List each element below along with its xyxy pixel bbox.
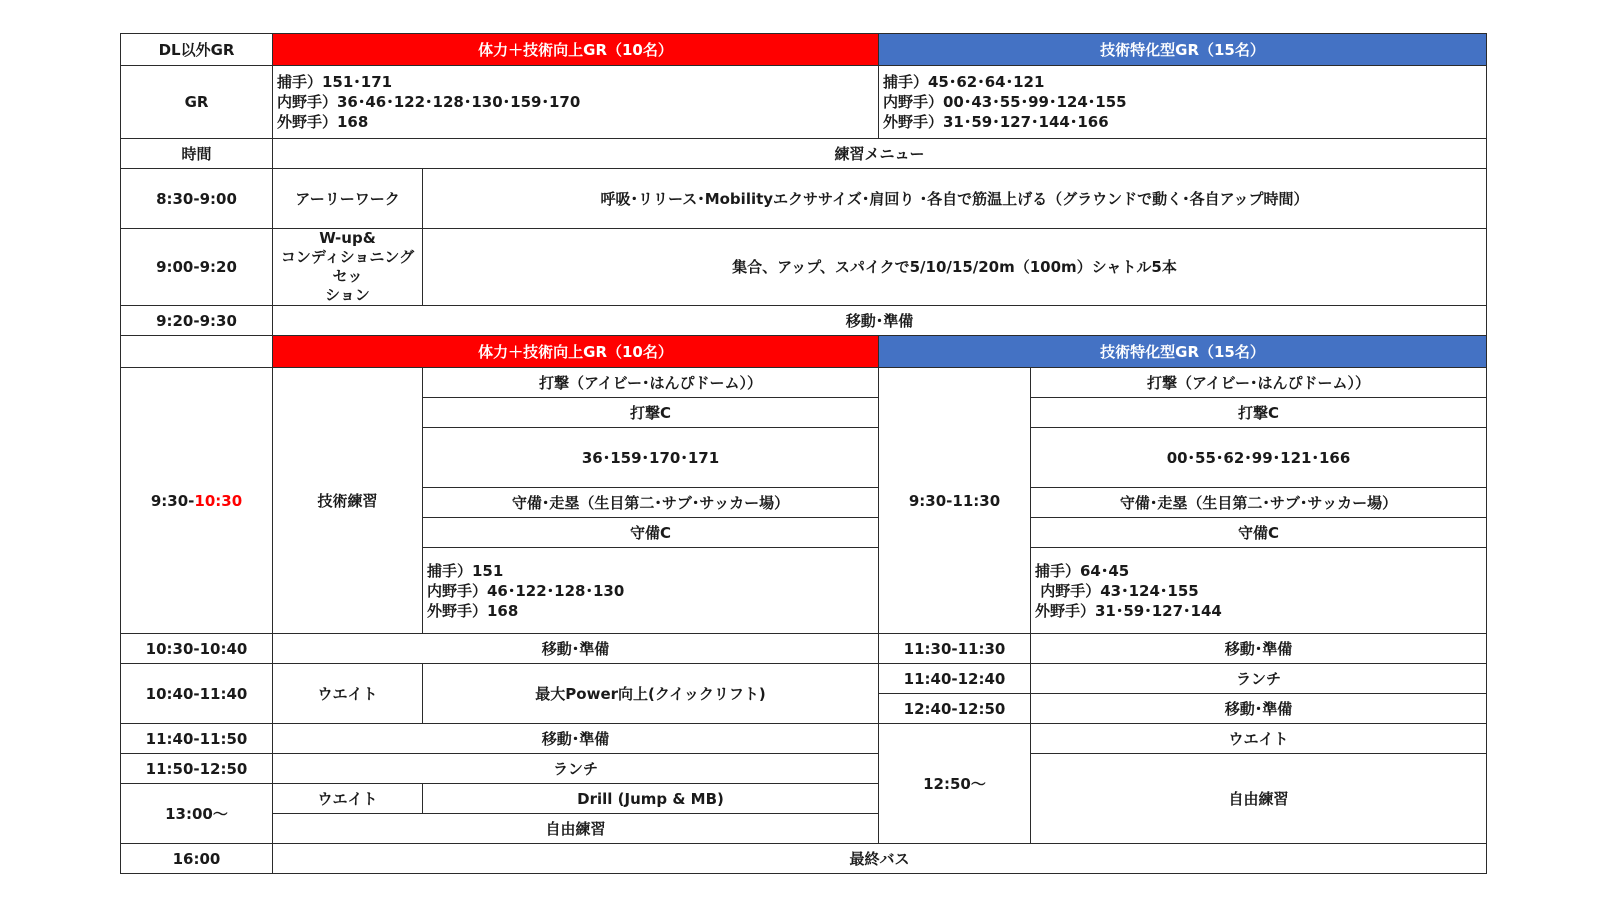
time-cell: 10:40-11:40 [121, 664, 273, 724]
time-cell: 12:50～ [879, 724, 1031, 844]
time-cell: 9:30-11:30 [879, 368, 1031, 634]
group-b-members [879, 66, 1487, 139]
session-title: ウエイト [273, 664, 423, 724]
group-b-infielders: 内野手）00･43･55･99･124･155 [883, 93, 1127, 111]
gr-label: GR [121, 66, 273, 139]
title-line: W-up& [319, 229, 376, 247]
session-content: ランチ [1031, 664, 1487, 694]
time-cell: 11:40-12:40 [879, 664, 1031, 694]
schedule-table [120, 33, 1487, 874]
defense-title: 守備･走塁（生目第二･サブ･サッカー場） [423, 488, 879, 518]
batting-coach: 打撃C [423, 398, 879, 428]
title-line: コンディショニングセッ [280, 248, 415, 285]
group-a-infielders: 内野手）36･46･122･128･130･159･170 [277, 93, 581, 111]
group-a-catchers: 捕手）151･171 [277, 73, 393, 91]
session-content: 呼吸･リリース･Mobilityエクササイズ･肩回り ･各自で筋温上げる（グラウンドで動く･各自アップ時間） [423, 169, 1487, 229]
group-b-outfielders: 外野手）31･59･127･144･166 [883, 113, 1109, 131]
defense-members [423, 548, 879, 634]
group-a-members [273, 66, 879, 139]
time-label: 時間 [121, 139, 273, 169]
session-content: 移動･準備 [273, 634, 879, 664]
batting-members: 36･159･170･171 [423, 428, 879, 488]
group-b-header: 技術特化型GR（15名） [879, 34, 1487, 66]
session-content: 移動･準備 [1031, 634, 1487, 664]
table-row [121, 169, 1487, 229]
gr-row [121, 66, 1487, 139]
time-cell: 13:00～ [121, 784, 273, 844]
time-cell: 10:30-10:40 [121, 634, 273, 664]
title-line: ション [325, 286, 370, 304]
time-cell [121, 368, 273, 634]
time-cell: 11:30-11:30 [879, 634, 1031, 664]
empty-cell [121, 336, 273, 368]
session-content: Drill (Jump & MB) [423, 784, 879, 814]
session-title: ウエイト [273, 784, 423, 814]
session-content: 最大Power向上(クイックリフト) [423, 664, 879, 724]
defense-members [1031, 548, 1487, 634]
group-b-header: 技術特化型GR（15名） [879, 336, 1487, 368]
batting-title: 打撃（アイビー･はんぴドーム）） [423, 368, 879, 398]
session-content: 自由練習 [273, 814, 879, 844]
member-line: 外野手）168 [427, 601, 519, 620]
member-line: 捕手）64･45 [1035, 561, 1130, 580]
member-line: 外野手）31･59･127･144 [1035, 601, 1222, 620]
group-b-catchers: 捕手）45･62･64･121 [883, 73, 1045, 91]
table-row [121, 754, 1487, 784]
member-line: 内野手）43･124･155 [1035, 581, 1199, 600]
table-row [121, 664, 1487, 694]
session-content: 最終バス [273, 844, 1487, 874]
defense-coach: 守備C [1031, 518, 1487, 548]
member-line: 内野手）46･122･128･130 [427, 581, 625, 600]
time-cell: 9:00-9:20 [121, 229, 273, 306]
time-cell: 11:40-11:50 [121, 724, 273, 754]
session-content: 集合、アップ、スパイクで5/10/15/20m（100m）シャトル5本 [423, 229, 1487, 306]
group-a-header: 体力＋技術向上GR（10名） [273, 336, 879, 368]
batting-members: 00･55･62･99･121･166 [1031, 428, 1487, 488]
menu-label: 練習メニュー [273, 139, 1487, 169]
group-header-row [121, 336, 1487, 368]
session-content: ランチ [273, 754, 879, 784]
table-row [121, 634, 1487, 664]
session-content: 移動･準備 [273, 724, 879, 754]
defense-title: 守備･走塁（生目第二･サブ･サッカー場） [1031, 488, 1487, 518]
group-a-header: 体力＋技術向上GR（10名） [273, 34, 879, 66]
member-line: 捕手）151 [427, 561, 504, 580]
batting-title: 打撃（アイビー･はんぴドーム）） [1031, 368, 1487, 398]
table-row [121, 306, 1487, 336]
defense-coach: 守備C [423, 518, 879, 548]
session-title: 技術練習 [273, 368, 423, 634]
table-row [121, 844, 1487, 874]
time-cell: 12:40-12:50 [879, 694, 1031, 724]
time-start: 9:30- [150, 491, 195, 510]
header-row [121, 34, 1487, 66]
table-row [121, 368, 1487, 398]
time-header-row [121, 139, 1487, 169]
batting-coach: 打撃C [1031, 398, 1487, 428]
session-title: アーリーワーク [273, 169, 423, 229]
table-row [121, 229, 1487, 306]
session-content: 移動･準備 [273, 306, 1487, 336]
session-content: 自由練習 [1031, 754, 1487, 844]
session-content: ウエイト [1031, 724, 1487, 754]
time-cell: 9:20-9:30 [121, 306, 273, 336]
time-end: 10:30 [194, 491, 243, 510]
session-content: 移動･準備 [1031, 694, 1487, 724]
group-a-outfielders: 外野手）168 [277, 113, 369, 131]
table-row [121, 724, 1487, 754]
session-title [273, 229, 423, 306]
time-cell: 8:30-9:00 [121, 169, 273, 229]
time-cell: 16:00 [121, 844, 273, 874]
corner-label: DL以外GR [121, 34, 273, 66]
time-cell: 11:50-12:50 [121, 754, 273, 784]
